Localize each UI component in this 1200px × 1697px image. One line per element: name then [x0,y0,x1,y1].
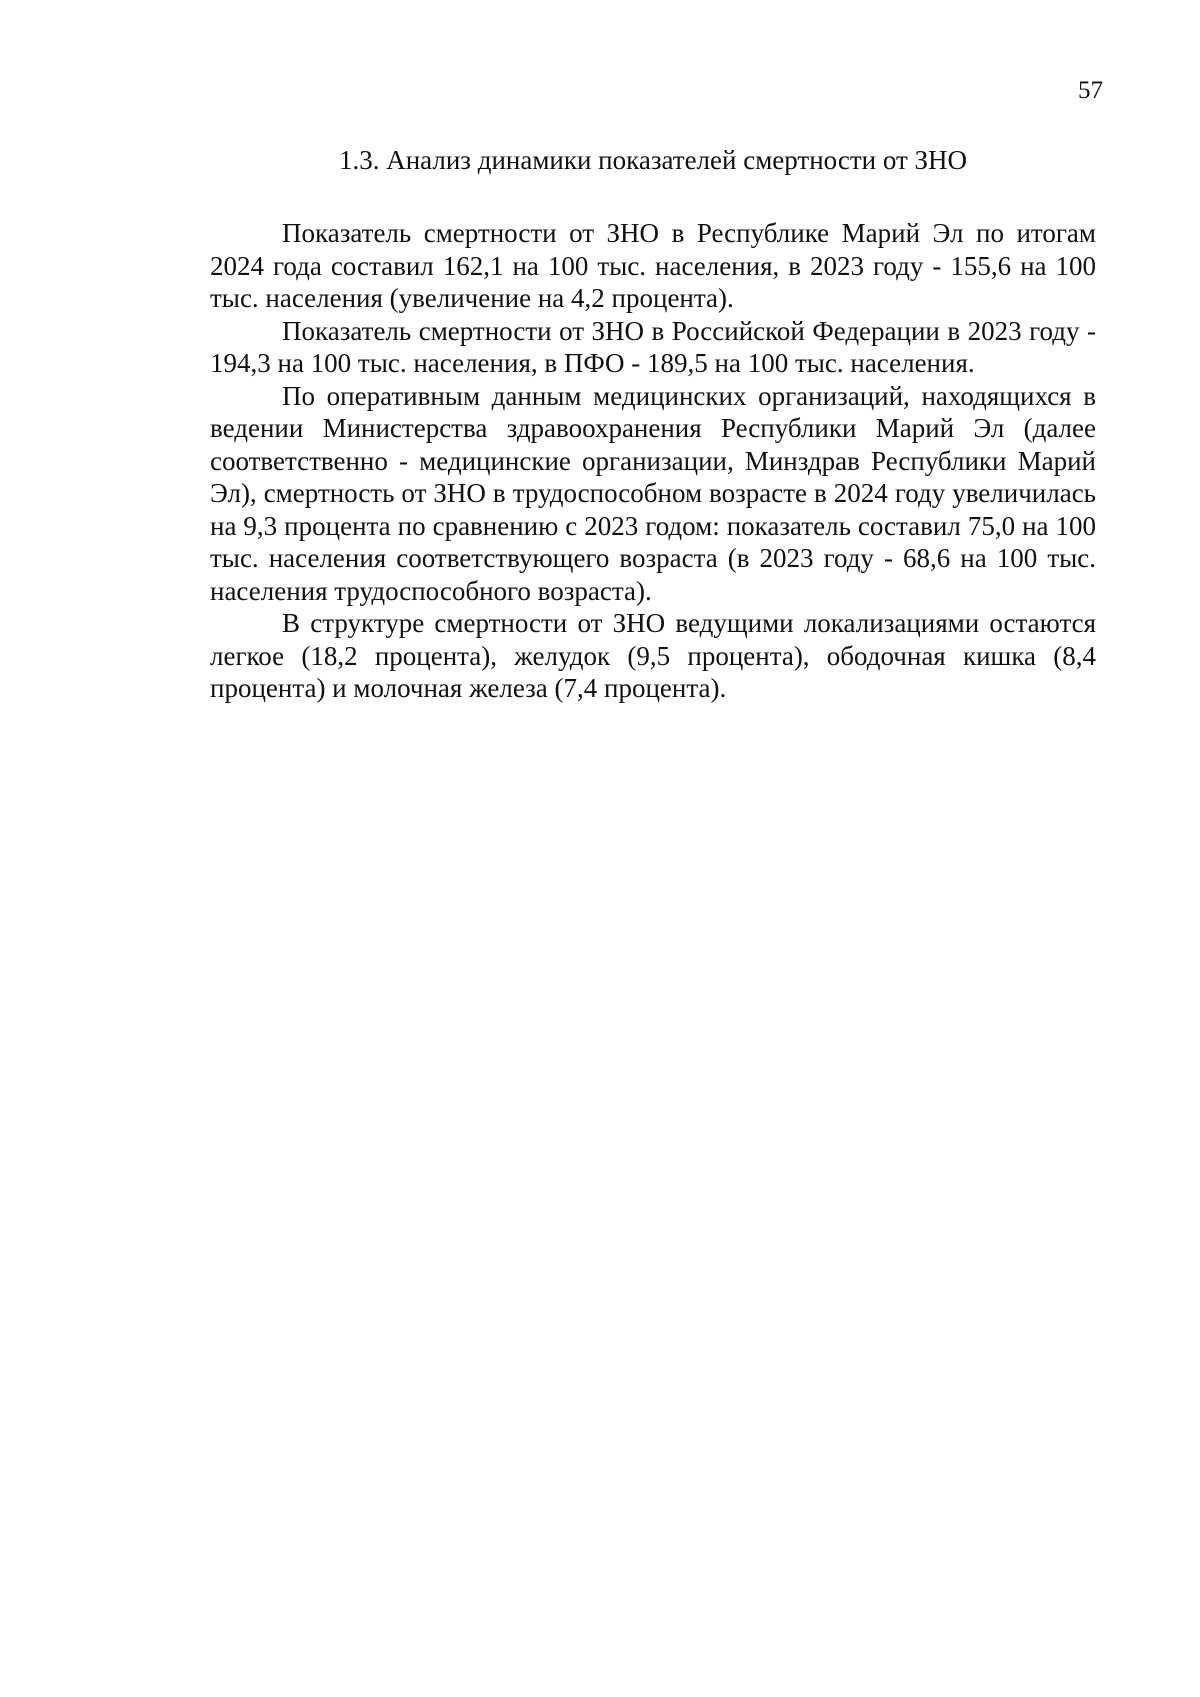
page-number: 57 [1078,77,1103,104]
body-text [210,217,1096,705]
paragraph: Показатель смертности от ЗНО в Российской Федерации в 2023 году - 194,3 на 100 тыс. населения, в ПФО - 189,5 на 100 тыс. населения. [210,315,1096,378]
paragraph: В структуре смертности от ЗНО ведущими локализациями остаются легкое (18,2 процента), желудок (9,5 процента), ободочная кишка (8,4 процента) и молочная железа (7,4 процента). [210,608,1096,703]
paragraph: По оперативным данным медицинских организаций, находящихся в ведении Министерства здравоохранения Республики Марий Эл (далее соответственно - медицинские организации, Минздрав Республики Марий Эл), смертность от ЗНО в трудоспособном возрасте в 2024 году увеличилась на 9,3 процента по сравнению с 2023 годом: показатель составил 75,0 на 100 тыс. населения соответствующего возраста (в 2023 году - 68,6 на 100 тыс. населения трудоспособного возраста). [210,380,1096,606]
paragraph: Показатель смертности от ЗНО в Республике Марий Эл по итогам 2024 года составил 162,1 на 100 тыс. населения, в 2023 году - 155,6 на 100 тыс. населения (увеличение на 4,2 процента). [210,218,1096,313]
section-title: 1.3. Анализ динамики показателей смертности от ЗНО [338,145,968,175]
